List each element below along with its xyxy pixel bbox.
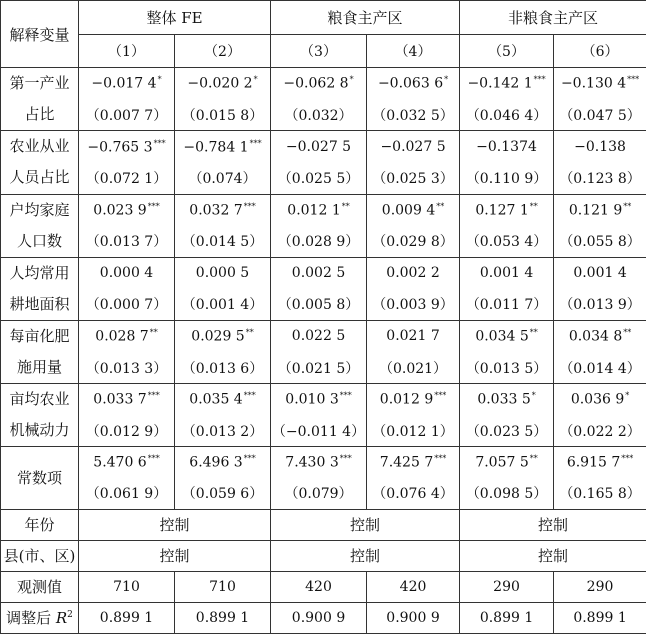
fixed-effect-row bbox=[1, 540, 646, 571]
coefficient-cell bbox=[367, 131, 460, 163]
significance-stars: *** bbox=[339, 454, 352, 464]
fixed-effect-row bbox=[1, 509, 646, 540]
standard-error-cell: （0.013 2） bbox=[175, 415, 271, 447]
coefficient-cell bbox=[367, 257, 460, 289]
coefficient-cell bbox=[554, 257, 646, 289]
coefficient-cell bbox=[367, 68, 460, 100]
coefficient-cell bbox=[175, 447, 271, 478]
significance-stars: * bbox=[157, 75, 162, 85]
coefficient-value: −0.027 5 bbox=[285, 138, 352, 155]
header-col-5: （5） bbox=[460, 35, 554, 68]
header-group-overall: 整体 FE bbox=[79, 1, 271, 35]
header-col-4: （4） bbox=[367, 35, 460, 68]
coefficient-cell bbox=[175, 194, 271, 226]
coefficient-value: 0.032 7 bbox=[189, 202, 243, 219]
standard-error-cell: （0.032 5） bbox=[367, 99, 460, 131]
variable-label-line2: 人员占比 bbox=[9, 168, 70, 187]
fixed-effect-label: 年份 bbox=[1, 509, 79, 540]
table-row bbox=[1, 352, 646, 384]
observations-value: 420 bbox=[271, 571, 367, 602]
adjusted-r2-value: 0.900 9 bbox=[367, 602, 460, 633]
variable-label-line2: 占比 bbox=[24, 105, 55, 124]
table-row bbox=[1, 478, 646, 509]
observations-value: 290 bbox=[460, 571, 554, 602]
standard-error-cell: （0.003 9） bbox=[367, 289, 460, 321]
coefficient-cell bbox=[79, 257, 175, 289]
standard-error-cell: （0.076 4） bbox=[367, 478, 460, 509]
coefficient-value: 0.028 7 bbox=[95, 328, 149, 345]
table-row bbox=[1, 226, 646, 258]
coefficient-value: −0.130 4 bbox=[560, 76, 627, 93]
standard-error-cell: （0.022 2） bbox=[554, 415, 646, 447]
coefficient-cell bbox=[175, 68, 271, 100]
coefficient-cell bbox=[271, 194, 367, 226]
coefficient-cell bbox=[271, 257, 367, 289]
significance-stars: ** bbox=[245, 328, 254, 338]
significance-stars: *** bbox=[339, 391, 352, 401]
variable-label-line1: 常数项 bbox=[16, 469, 62, 488]
r-symbol: R bbox=[55, 609, 68, 628]
coefficient-cell bbox=[271, 68, 367, 100]
fixed-effect-control-cell: 控制 bbox=[460, 509, 646, 540]
coefficient-cell bbox=[175, 384, 271, 416]
coefficient-value: 0.009 4 bbox=[381, 202, 436, 219]
standard-error-cell: （0.025 3） bbox=[367, 162, 460, 194]
standard-error-cell: （0.165 8） bbox=[554, 478, 646, 509]
coefficient-value: 0.012 1 bbox=[287, 202, 341, 219]
coefficient-value: 0.021 7 bbox=[386, 328, 440, 345]
standard-error-cell: （0.029 8） bbox=[367, 226, 460, 258]
coefficient-value: 0.035 4 bbox=[189, 392, 243, 408]
standard-error-cell: （0.013 9） bbox=[554, 289, 646, 321]
observations-row bbox=[1, 571, 646, 602]
coefficient-value: 0.002 5 bbox=[291, 265, 346, 282]
coefficient-value: 7.430 3 bbox=[285, 454, 339, 471]
coefficient-value: 0.001 4 bbox=[479, 265, 534, 282]
observations-value: 710 bbox=[79, 571, 175, 602]
coefficient-cell bbox=[79, 131, 175, 163]
significance-stars: * bbox=[531, 391, 536, 401]
variable-label-line1: 第一产业 bbox=[9, 74, 70, 93]
standard-error-cell: （0.013 7） bbox=[79, 226, 175, 258]
header-col-3: （3） bbox=[271, 35, 367, 68]
coefficient-cell bbox=[460, 68, 554, 100]
adjusted-r2-row bbox=[1, 602, 646, 633]
coefficient-value: 0.036 9 bbox=[570, 392, 625, 408]
variable-label bbox=[1, 320, 79, 383]
coefficient-cell bbox=[79, 194, 175, 226]
coefficient-value: 0.000 4 bbox=[99, 265, 154, 282]
observations-value: 420 bbox=[367, 571, 460, 602]
significance-stars: *** bbox=[153, 138, 166, 148]
table-row bbox=[1, 257, 646, 289]
observations-label: 观测值 bbox=[1, 571, 79, 602]
variable-label-line2: 施用量 bbox=[16, 358, 62, 377]
significance-stars: ** bbox=[623, 201, 632, 211]
coefficient-value: −0.020 2 bbox=[187, 76, 253, 93]
coefficient-cell bbox=[554, 194, 646, 226]
header-group-non-main: 非粮食主产区 bbox=[460, 1, 646, 35]
header-col-6: （6） bbox=[554, 35, 646, 68]
coefficient-cell bbox=[79, 384, 175, 416]
coefficient-cell bbox=[460, 257, 554, 289]
coefficient-value: 0.010 3 bbox=[285, 392, 339, 408]
variable-label bbox=[1, 68, 79, 131]
standard-error-cell: （0.098 5） bbox=[460, 478, 554, 509]
significance-stars: *** bbox=[533, 75, 546, 85]
coefficient-cell bbox=[460, 131, 554, 163]
coefficient-value: −0.138 bbox=[574, 138, 626, 155]
table-row bbox=[1, 162, 646, 194]
standard-error-cell: （0.074） bbox=[175, 162, 271, 194]
coefficient-value: 0.022 5 bbox=[291, 328, 346, 345]
coefficient-value: −0.1374 bbox=[476, 138, 537, 155]
standard-error-cell: （0.055 8） bbox=[554, 226, 646, 258]
observations-value: 290 bbox=[554, 571, 646, 602]
standard-error-cell: （0.021） bbox=[367, 352, 460, 384]
significance-stars: ** bbox=[436, 201, 445, 211]
variable-label-line1: 户均家庭 bbox=[9, 200, 70, 219]
fixed-effect-control-cell: 控制 bbox=[271, 509, 460, 540]
coefficient-value: 0.012 9 bbox=[379, 392, 434, 408]
standard-error-cell: （0.061 9） bbox=[79, 478, 175, 509]
coefficient-value: 0.002 2 bbox=[386, 265, 440, 282]
significance-stars: ** bbox=[149, 328, 158, 338]
significance-stars: *** bbox=[434, 391, 447, 401]
significance-stars: * bbox=[349, 75, 354, 85]
coefficient-value: −0.784 1 bbox=[183, 139, 249, 156]
significance-stars: *** bbox=[243, 391, 256, 401]
significance-stars: ** bbox=[529, 454, 538, 464]
variable-label-line2: 机械动力 bbox=[9, 421, 70, 440]
variable-label-line1: 农业从业 bbox=[9, 137, 70, 156]
adjusted-r2-value: 0.899 1 bbox=[79, 602, 175, 633]
table-body bbox=[1, 1, 646, 634]
coefficient-cell bbox=[460, 320, 554, 352]
standard-error-cell: （0.014 4） bbox=[554, 352, 646, 384]
significance-stars: ** bbox=[529, 201, 538, 211]
standard-error-cell: （0.123 8） bbox=[554, 162, 646, 194]
significance-stars: *** bbox=[627, 75, 640, 85]
fixed-effect-label: 县(市、区) bbox=[1, 540, 79, 571]
significance-stars: *** bbox=[147, 454, 160, 464]
standard-error-cell: （0.013 3） bbox=[79, 352, 175, 384]
standard-error-cell: （0.021 5） bbox=[271, 352, 367, 384]
significance-stars: *** bbox=[243, 201, 256, 211]
standard-error-cell: （0.005 8） bbox=[271, 289, 367, 321]
coefficient-value: 0.023 9 bbox=[93, 202, 147, 219]
header-row-columns bbox=[1, 35, 646, 68]
coefficient-cell bbox=[554, 447, 646, 478]
significance-stars: * bbox=[444, 75, 449, 85]
standard-error-cell: （0.053 4） bbox=[460, 226, 554, 258]
coefficient-cell bbox=[271, 320, 367, 352]
coefficient-cell bbox=[271, 131, 367, 163]
standard-error-cell: （−0.011 4） bbox=[271, 415, 367, 447]
coefficient-value: −0.142 1 bbox=[467, 76, 533, 93]
variable-label bbox=[1, 194, 79, 257]
significance-stars: *** bbox=[243, 454, 256, 464]
coefficient-cell bbox=[79, 447, 175, 478]
variable-label bbox=[1, 384, 79, 447]
standard-error-cell: （0.046 4） bbox=[460, 99, 554, 131]
standard-error-cell: （0.025 5） bbox=[271, 162, 367, 194]
header-group-main: 粮食主产区 bbox=[271, 1, 460, 35]
standard-error-cell: （0.011 7） bbox=[460, 289, 554, 321]
coefficient-value: 5.470 6 bbox=[93, 454, 147, 471]
adjusted-r2-value: 0.899 1 bbox=[554, 602, 646, 633]
variable-label-line1: 人均常用 bbox=[9, 263, 70, 282]
header-col-1: （1） bbox=[79, 35, 175, 68]
coefficient-cell bbox=[175, 257, 271, 289]
standard-error-cell: （0.012 1） bbox=[367, 415, 460, 447]
coefficient-value: 7.057 5 bbox=[475, 454, 529, 471]
coefficient-value: 0.034 8 bbox=[568, 328, 623, 345]
significance-stars: *** bbox=[147, 201, 160, 211]
table-row bbox=[1, 68, 646, 100]
fixed-effect-control-cell: 控制 bbox=[271, 540, 460, 571]
coefficient-value: −0.027 5 bbox=[380, 138, 446, 155]
coefficient-cell bbox=[460, 194, 554, 226]
coefficient-value: 6.496 3 bbox=[189, 454, 243, 471]
standard-error-cell: （0.032） bbox=[271, 99, 367, 131]
coefficient-cell bbox=[554, 320, 646, 352]
fixed-effect-control-cell: 控制 bbox=[79, 540, 271, 571]
coefficient-cell bbox=[554, 131, 646, 163]
adjusted-r2-value: 0.899 1 bbox=[460, 602, 554, 633]
fixed-effect-control-cell: 控制 bbox=[79, 509, 271, 540]
coefficient-value: 0.033 7 bbox=[93, 392, 147, 408]
significance-stars: ** bbox=[623, 328, 632, 338]
standard-error-cell: （0.014 5） bbox=[175, 226, 271, 258]
header-col-2: （2） bbox=[175, 35, 271, 68]
table-row bbox=[1, 320, 646, 352]
coefficient-cell bbox=[460, 447, 554, 478]
standard-error-cell: （0.023 5） bbox=[460, 415, 554, 447]
coefficient-cell bbox=[554, 384, 646, 416]
standard-error-cell: （0.015 8） bbox=[175, 99, 271, 131]
coefficient-value: −0.765 3 bbox=[87, 139, 153, 156]
table-row bbox=[1, 99, 646, 131]
coefficient-cell bbox=[367, 384, 460, 416]
significance-stars: *** bbox=[147, 391, 160, 401]
coefficient-value: 0.127 1 bbox=[475, 202, 529, 219]
coefficient-cell bbox=[460, 384, 554, 416]
variable-label-line1: 每亩化肥 bbox=[9, 327, 70, 346]
table-row bbox=[1, 131, 646, 163]
standard-error-cell: （0.047 5） bbox=[554, 99, 646, 131]
coefficient-cell bbox=[79, 320, 175, 352]
coefficient-cell bbox=[367, 194, 460, 226]
significance-stars: *** bbox=[434, 454, 447, 464]
coefficient-cell bbox=[79, 68, 175, 100]
coefficient-value: −0.017 4 bbox=[91, 76, 157, 93]
coefficient-value: 0.001 4 bbox=[573, 265, 627, 282]
r-squared-exponent: 2 bbox=[67, 610, 73, 621]
table-row bbox=[1, 289, 646, 321]
table-row bbox=[1, 194, 646, 226]
variable-label-line2: 耕地面积 bbox=[9, 294, 70, 313]
coefficient-value: 0.000 5 bbox=[195, 265, 250, 282]
coefficient-value: 0.029 5 bbox=[191, 328, 245, 345]
coefficient-cell bbox=[554, 68, 646, 100]
variable-label bbox=[1, 131, 79, 194]
standard-error-cell: （0.000 7） bbox=[79, 289, 175, 321]
adjusted-r2-value: 0.899 1 bbox=[175, 602, 271, 633]
coefficient-cell bbox=[175, 320, 271, 352]
standard-error-cell: （0.007 7） bbox=[79, 99, 175, 131]
coefficient-value: 0.034 5 bbox=[475, 328, 529, 345]
standard-error-cell: （0.059 6） bbox=[175, 478, 271, 509]
standard-error-cell: （0.013 6） bbox=[175, 352, 271, 384]
coefficient-cell bbox=[271, 447, 367, 478]
coefficient-value: −0.063 6 bbox=[377, 76, 444, 93]
coefficient-cell bbox=[271, 384, 367, 416]
variable-label-line2: 人口数 bbox=[16, 231, 62, 250]
table-row bbox=[1, 415, 646, 447]
significance-stars: * bbox=[253, 75, 258, 85]
adjusted-r2-value: 0.900 9 bbox=[271, 602, 367, 633]
observations-value: 710 bbox=[175, 571, 271, 602]
standard-error-cell: （0.013 5） bbox=[460, 352, 554, 384]
coefficient-value: 6.915 7 bbox=[566, 454, 621, 471]
significance-stars: *** bbox=[249, 138, 262, 148]
table-row bbox=[1, 384, 646, 416]
standard-error-cell: （0.072 1） bbox=[79, 162, 175, 194]
coefficient-value: 7.425 7 bbox=[379, 454, 434, 471]
coefficient-value: 0.121 9 bbox=[568, 202, 623, 219]
variable-label-line1: 亩均农业 bbox=[9, 390, 70, 409]
significance-stars: ** bbox=[341, 201, 350, 211]
coefficient-cell bbox=[367, 320, 460, 352]
adjusted-r2-label bbox=[1, 602, 79, 633]
significance-stars: *** bbox=[621, 454, 634, 464]
standard-error-cell: （0.110 9） bbox=[460, 162, 554, 194]
standard-error-cell: （0.012 9） bbox=[79, 415, 175, 447]
coefficient-cell bbox=[175, 131, 271, 163]
coefficient-value: −0.062 8 bbox=[283, 76, 349, 93]
table-row bbox=[1, 447, 646, 478]
variable-label bbox=[1, 447, 79, 509]
coefficient-cell bbox=[367, 447, 460, 478]
fixed-effect-control-cell: 控制 bbox=[460, 540, 646, 571]
variable-label bbox=[1, 257, 79, 320]
coefficient-value: 0.033 5 bbox=[477, 392, 531, 408]
standard-error-cell: （0.028 9） bbox=[271, 226, 367, 258]
header-row-groups bbox=[1, 1, 646, 35]
standard-error-cell: （0.079） bbox=[271, 478, 367, 509]
significance-stars: ** bbox=[529, 328, 538, 338]
standard-error-cell: （0.001 4） bbox=[175, 289, 271, 321]
adjusted-r2-text: 调整后 bbox=[6, 609, 52, 628]
header-variable-label: 解释变量 bbox=[1, 1, 79, 68]
significance-stars: * bbox=[625, 391, 630, 401]
